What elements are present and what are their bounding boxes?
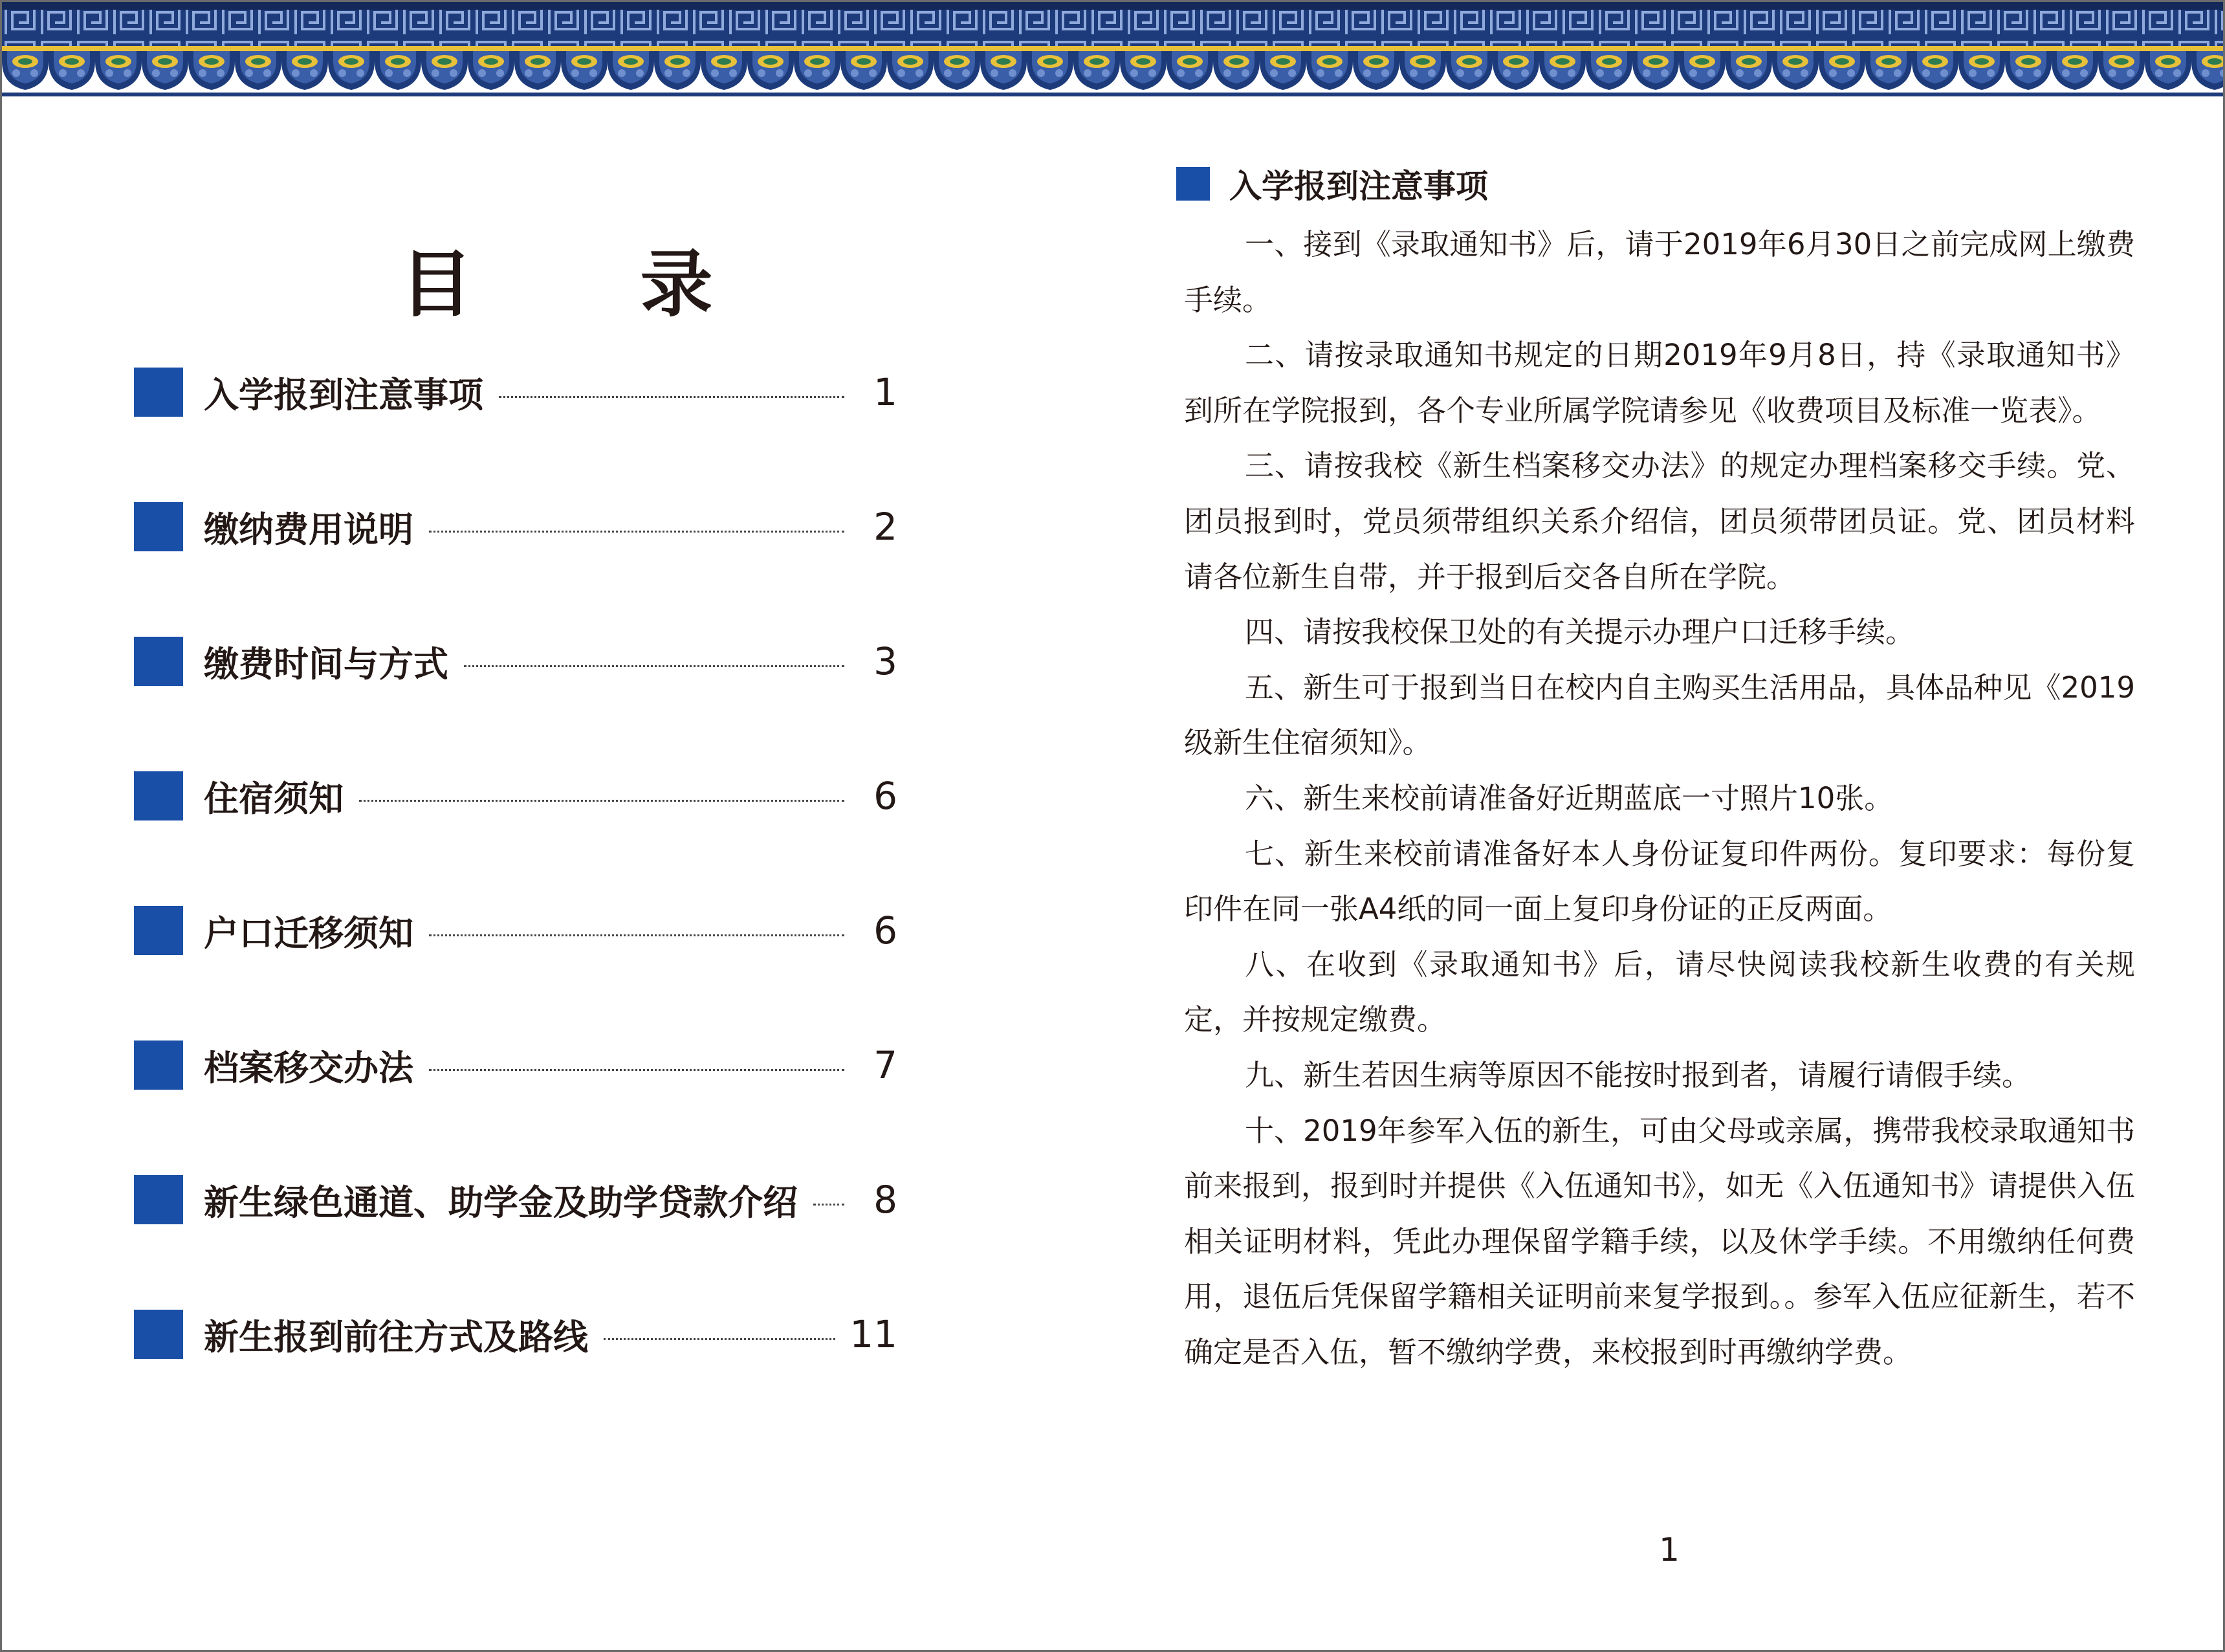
toc-marker-icon bbox=[134, 1175, 183, 1224]
toc-item-label: 入学报到注意事项 bbox=[204, 374, 483, 415]
toc-marker-icon bbox=[134, 368, 183, 417]
paragraph: 十、2019年参军入伍的新生，可由父母或亲属，携带我校录取通知书前来报到，报到时并提供《入伍通知书》，如无《入伍通知书》请提供入伍相关证明材料，凭此办理保留学籍手续，以及休学手续。不用缴纳任何费用，退伍后凭保留学籍相关证明前来复学报到。。参军入伍应征新生，若不确定是否入伍，暂不缴纳学费，来校报到时再缴纳学费。 bbox=[1184, 1113, 2135, 1369]
toc-leader-dots bbox=[499, 396, 844, 398]
toc-item[interactable] bbox=[134, 492, 897, 627]
toc-item-page: 1 bbox=[873, 370, 897, 414]
toc-leader-dots bbox=[604, 1338, 835, 1340]
toc-marker-icon bbox=[134, 906, 183, 955]
section-marker-icon bbox=[1176, 167, 1210, 201]
toc-item[interactable] bbox=[134, 358, 897, 492]
toc-marker-icon bbox=[134, 1310, 183, 1359]
paragraph: 二、请按录取通知书规定的日期2019年9月8日，持《录取通知书》到所在学院报到，各个专业所属学院请参见《收费项目及标准一览表》。 bbox=[1184, 338, 2135, 428]
toc-item-page: 7 bbox=[873, 1043, 897, 1087]
toc-item[interactable] bbox=[134, 896, 897, 1031]
toc-item-label: 新生报到前往方式及路线 bbox=[204, 1316, 588, 1358]
toc-list bbox=[134, 358, 897, 1435]
page-number: 1 bbox=[1659, 1531, 1680, 1569]
toc-item[interactable] bbox=[134, 1300, 897, 1435]
paragraph: 八、在收到《录取通知书》后，请尽快阅读我校新生收费的有关规定，并按规定缴费。 bbox=[1184, 947, 2135, 1037]
ornamental-header-band bbox=[2, 2, 2223, 99]
ornament-pattern-icon bbox=[2, 2, 2223, 99]
toc-item[interactable] bbox=[134, 627, 897, 762]
toc-item-label: 档案移交办法 bbox=[204, 1047, 413, 1088]
toc-item-label: 缴纳费用说明 bbox=[204, 509, 413, 550]
toc-item[interactable] bbox=[134, 762, 897, 896]
toc-leader-dots bbox=[813, 1204, 844, 1206]
toc-item-label: 住宿须知 bbox=[204, 778, 344, 819]
toc-item[interactable] bbox=[134, 1165, 897, 1300]
toc-item-label: 户口迁移须知 bbox=[204, 912, 413, 954]
toc-item-page: 3 bbox=[873, 639, 897, 683]
paragraph: 三、请按我校《新生档案移交办法》的规定办理档案移交手续。党、团员报到时，党员须带组织关系介绍信，团员须带团员证。党、团员材料请各位新生自带，并于报到后交各自所在学院。 bbox=[1184, 448, 2135, 594]
toc-marker-icon bbox=[134, 502, 183, 551]
toc-item-label: 缴费时间与方式 bbox=[204, 643, 448, 685]
toc-title: 目 录 bbox=[400, 243, 784, 327]
toc-item-page: 6 bbox=[873, 909, 897, 953]
paragraph: 七、新生来校前请准备好本人身份证复印件两份。复印要求：每份复印件在同一张A4纸的同一面上复印身份证的正反两面。 bbox=[1184, 836, 2135, 927]
paragraph: 五、新生可于报到当日在校内自主购买生活用品，具体品种见《2019级新生住宿须知》。 bbox=[1184, 670, 2135, 760]
toc-item-page: 11 bbox=[849, 1312, 897, 1356]
toc-marker-icon bbox=[134, 771, 183, 820]
toc-item-page: 8 bbox=[873, 1178, 897, 1222]
toc-leader-dots bbox=[359, 800, 844, 802]
toc-item[interactable] bbox=[134, 1031, 897, 1165]
paragraph: 四、请按我校保卫处的有关提示办理户口迁移手续。 bbox=[1245, 615, 1915, 650]
toc-leader-dots bbox=[429, 1069, 844, 1071]
toc-leader-dots bbox=[429, 531, 844, 533]
paragraph: 九、新生若因生病等原因不能按时报到者，请履行请假手续。 bbox=[1245, 1057, 2032, 1092]
toc-marker-icon bbox=[134, 1041, 183, 1090]
paragraph: 一、接到《录取通知书》后，请于2019年6月30日之前完成网上缴费手续。 bbox=[1184, 227, 2135, 317]
toc-leader-dots bbox=[429, 934, 844, 936]
section-heading-text: 入学报到注意事项 bbox=[1229, 168, 1488, 205]
toc-leader-dots bbox=[464, 665, 844, 667]
section-heading bbox=[1176, 160, 1488, 207]
paragraph: 六、新生来校前请准备好近期蓝底一寸照片10张。 bbox=[1245, 780, 1894, 815]
toc-item-label: 新生绿色通道、助学金及助学贷款介绍 bbox=[204, 1182, 798, 1223]
body-text bbox=[1184, 217, 2135, 1380]
toc-item-page: 6 bbox=[873, 774, 897, 818]
toc-marker-icon bbox=[134, 637, 183, 686]
toc-item-page: 2 bbox=[873, 505, 897, 549]
